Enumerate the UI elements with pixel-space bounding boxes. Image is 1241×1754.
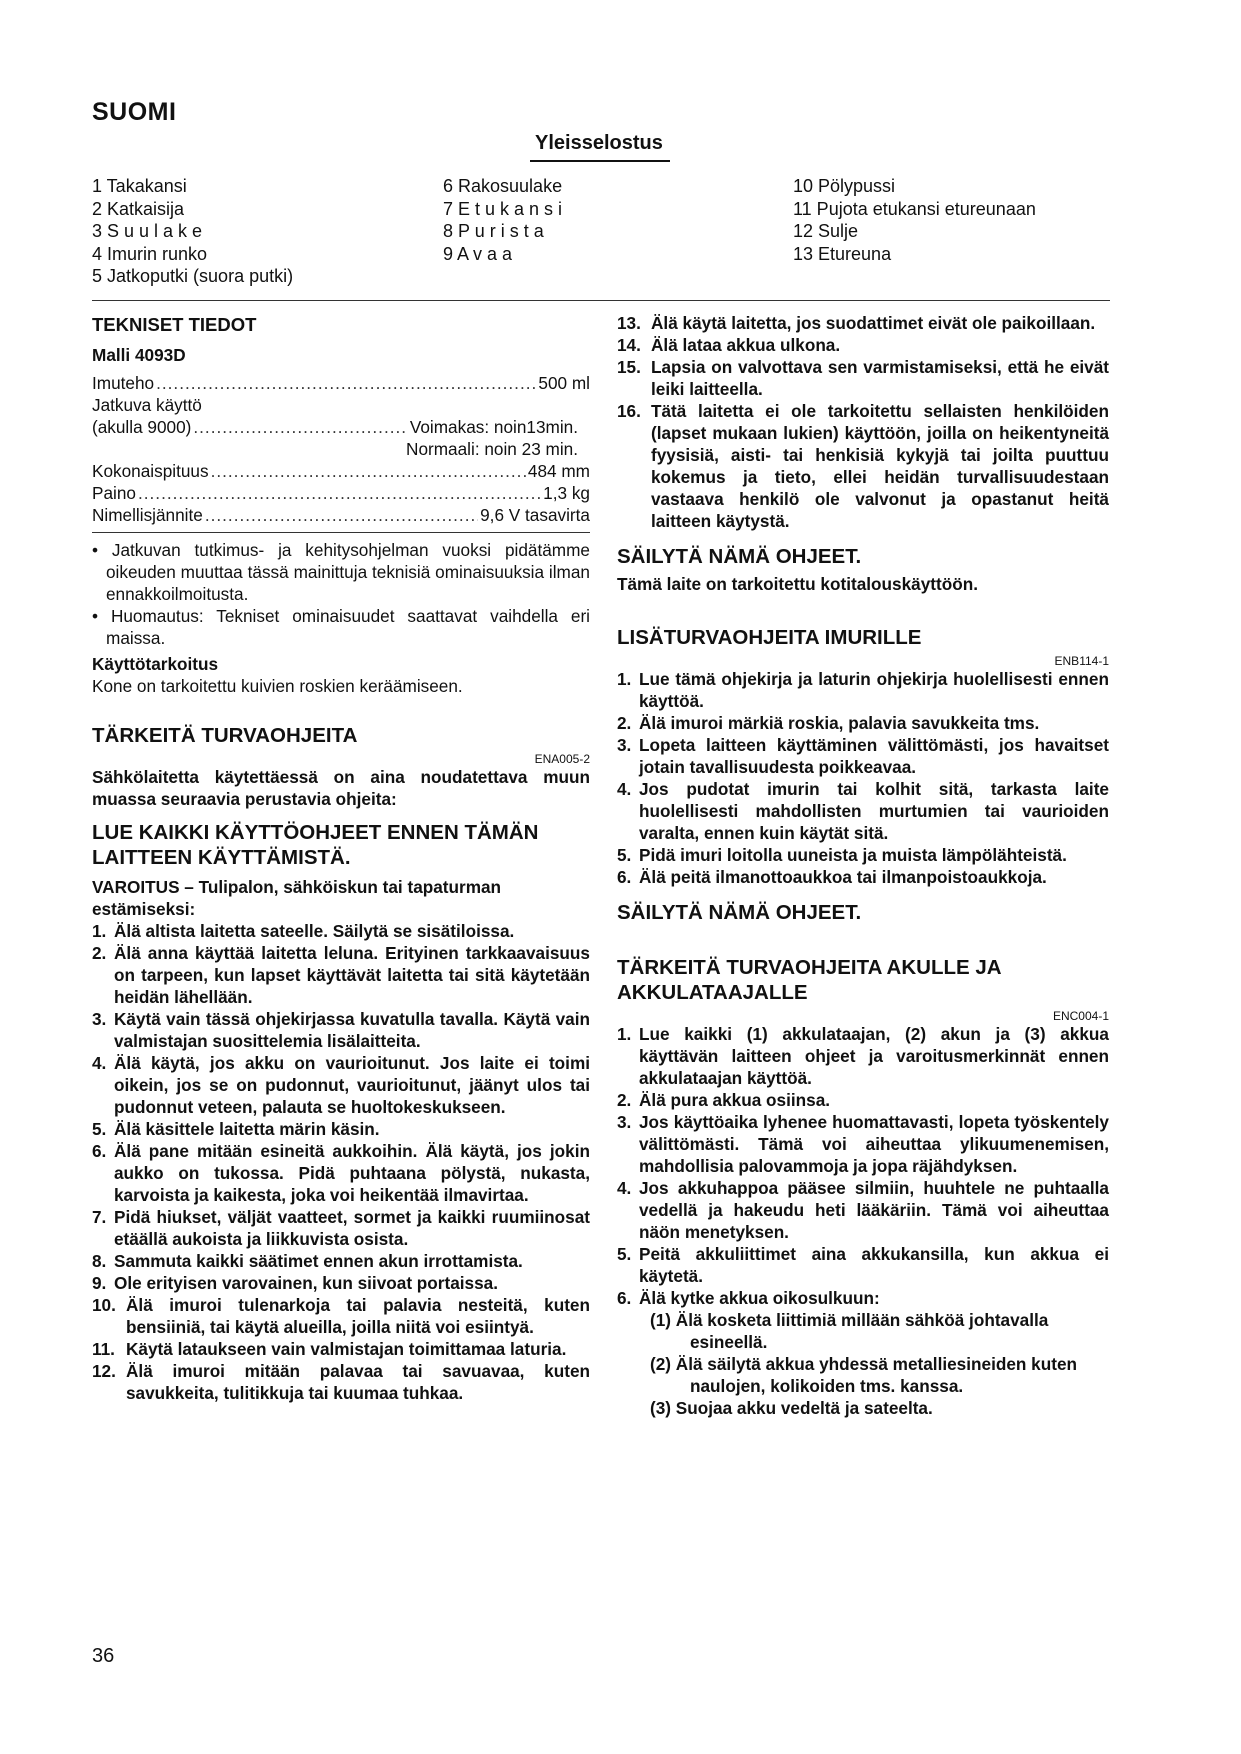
spec-value: 9,6 V tasavirta — [480, 505, 590, 525]
part-item: 12 Sulje — [793, 221, 859, 241]
parts-column-1 — [92, 175, 293, 288]
list-item: 3. Lopeta laitteen käyttäminen välittömästi, jos havaitset jotain tavallisuudesta poikkeavaa. — [617, 735, 1109, 777]
spec-normal-value: Normaali: noin 23 min. — [406, 439, 578, 459]
spec-row-suction — [92, 372, 590, 394]
part-item: 5 Jatkoputki (suora putki) — [92, 266, 294, 286]
list-item: 12. Älä imuroi mitään palavaa tai savuavaa, kuten savukkeita, tulitikkuja tai kuumaa tuhkaa. — [92, 1361, 590, 1403]
spec-note: • Huomautus: Tekniset ominaisuudet saattavat vaihdella eri maissa. — [92, 606, 590, 648]
battery-heading: TÄRKEITÄ TURVAOHJEITA AKULLE JA AKKULATAAJALLE — [617, 956, 1001, 1004]
list-item: 1. Lue kaikki (1) akkulataajan, (2) akun ja (3) akkua käyttävän laitteen ohjeet ja varoitusmerkinnät ennen akkulataajan käyttöä. — [617, 1024, 1109, 1088]
page-number: 36 — [92, 1645, 115, 1667]
battery-sublist — [617, 1309, 1109, 1419]
sub-item: (1) Älä kosketa liittimiä millään sähköä johtavalla esineellä. — [650, 1310, 1049, 1352]
sub-item: (2) Älä säilytä akkua yhdessä metalliesineiden kuten naulojen, kolikoiden tms. kanssa. — [650, 1354, 1078, 1396]
spec-label: Kokonaispituus — [92, 461, 209, 481]
list-item: 3. Käytä vain tässä ohjekirjassa kuvatulla tavalla. Käytä vain valmistajan suosittelemia lisälaitteita. — [92, 1009, 590, 1051]
safety-code: ENA005-2 — [534, 752, 590, 766]
part-item: 2 Katkaisija — [92, 198, 185, 219]
list-item: 4. Älä käytä, jos akku on vaurioitunut. Jos laite ei toimi oikein, jos se on pudonnut, vaurioitunut, jäänyt ulos tai pudonnut veteen, palauta se huoltokeskukseen. — [92, 1053, 590, 1117]
read-all-heading: LUE KAIKKI KÄYTTÖOHJEET ENNEN TÄMÄN LAITTEEN KÄYTTÄMISTÄ. — [92, 821, 539, 869]
battery-list — [617, 1023, 1109, 1309]
spec-note: • Jatkuvan tutkimus- ja kehitysohjelman vuoksi pidätämme oikeuden muuttaa tässä mainittuja teknisiä ominaisuuksia ilman ennakkoilmoitusta. — [92, 540, 590, 604]
part-item: 13 Etureuna — [793, 243, 892, 264]
spec-row-length — [92, 460, 590, 482]
spec-value: 500 ml — [538, 373, 590, 393]
list-item: 2. Älä imuroi märkiä roskia, palavia savukkeita tms. — [617, 713, 1040, 733]
part-item: 11 Pujota etukansi etureunaan — [793, 198, 1036, 219]
safety-intro: Sähkölaitetta käytettäessä on aina noudatettava muun muassa seuraavia perustavia ohjeita: — [92, 767, 590, 809]
list-item: 1. Lue tämä ohjekirja ja laturin ohjekirja huolellisesti ennen käyttöä. — [617, 669, 1109, 711]
spec-label: Paino — [92, 483, 136, 503]
list-item: 10. Älä imuroi tulenarkoja tai palavia nesteitä, kuten bensiiniä, tai käytä alueilla, joilla niitä voi esiintyä. — [92, 1295, 590, 1337]
overview-underline — [530, 160, 670, 162]
spec-row-battery — [92, 416, 590, 438]
battery-code: ENC004-1 — [1052, 1009, 1109, 1023]
list-item: 6. Älä peitä ilmanottoaukkoa tai ilmanpoistoaukkoja. — [617, 867, 1047, 887]
specs-heading: TEKNISET TIEDOT — [92, 314, 257, 335]
warning-text: VAROITUS – Tulipalon, sähköiskun tai tapaturman estämiseksi: — [92, 877, 502, 919]
list-item: 5. Älä käsittele laitetta märin käsin. — [92, 1119, 380, 1139]
part-item: 7 E t u k a n s i — [443, 198, 563, 219]
save-instructions-heading: SÄILYTÄ NÄMÄ OHJEET. — [617, 545, 862, 568]
list-item: 9. Ole erityisen varovainen, kun siivoat portaissa. — [92, 1273, 499, 1293]
intended-use-heading: Käyttötarkoitus — [92, 654, 219, 674]
spec-row-weight — [92, 482, 590, 504]
part-item: 3 S u u l a k e — [92, 221, 203, 241]
part-item: 10 Pölypussi — [793, 176, 896, 196]
spec-label: (akulla 9000) — [92, 417, 192, 437]
list-item: 5. Peitä akkuliittimet aina akkukansilla, kun akkua ei käytetä. — [617, 1244, 1109, 1286]
list-item: 3. Jos käyttöaika lyhenee huomattavasti, lopeta työskentely välittömästi. Tämä voi aiheuttaa ylikuumenemisen, mahdollisia palovammoja ja jopa räjähdyksen. — [617, 1112, 1109, 1176]
list-item: 11. Käytä lataukseen vain valmistajan toimittamaa laturia. — [92, 1339, 567, 1359]
spec-continuous-label: Jatkuva käyttö — [92, 395, 202, 415]
list-item: 4. Jos pudotat imurin tai kolhit sitä, tarkasta laite huolellisesti mahdollisten murtumien tai vaurioiden varalta, ennen kuin käytät sitä. — [617, 779, 1109, 843]
spec-value: 484 mm — [527, 461, 590, 481]
list-item: 15. Lapsia on valvottava sen varmistamiseksi, että he eivät leiki laitteella. — [617, 357, 1109, 399]
list-item: 2. Älä pura akkua osiinsa. — [617, 1090, 831, 1110]
intended-use-text: Kone on tarkoitettu kuivien roskien keräämiseen. — [92, 676, 463, 696]
safety-list — [92, 920, 590, 1404]
part-item: 4 Imurin runko — [92, 243, 208, 264]
part-item: 6 Rakosuulake — [443, 176, 563, 196]
list-item: 8. Sammuta kaikki säätimet ennen akun irrottamista. — [92, 1251, 523, 1271]
part-item: 9 A v a a — [443, 243, 513, 264]
save-instructions-heading-2: SÄILYTÄ NÄMÄ OHJEET. — [617, 901, 862, 924]
parts-column-3 — [793, 175, 1036, 265]
list-item: 2. Älä anna käyttää laitetta leluna. Erityinen tarkkaavaisuus on tarpeen, kun lapset käyttävät laitetta tai sitä käytetään heidän lähellään. — [92, 943, 590, 1007]
safety-heading: TÄRKEITÄ TURVAOHJEITA — [92, 724, 358, 747]
list-item: 4. Jos akkuhappoa pääsee silmiin, huuhtele ne puhtaalla vedellä ja hakeudu heti lääkäriin. Tämä voi aiheuttaa näön menetyksen. — [617, 1178, 1109, 1242]
left-column — [92, 312, 590, 1404]
part-item: 8 P u r i s t a — [443, 221, 544, 241]
sub-item: (3) Suojaa akku vedeltä ja sateelta. — [650, 1398, 933, 1418]
language-heading: SUOMI — [92, 98, 177, 126]
model-label: Malli 4093D — [92, 345, 186, 365]
specs-divider — [92, 532, 590, 533]
section-divider — [92, 300, 1110, 301]
spec-label: Imuteho — [92, 373, 155, 393]
parts-column-2 — [443, 175, 562, 265]
list-item: 6. Älä pane mitään esineitä aukkoihin. Älä käytä, jos jokin aukko on tukossa. Pidä puhtaana pölystä, nukasta, karvoista ja kaikesta, joka voi heikentää ilmavirtaa. — [92, 1141, 590, 1205]
list-item: 14. Älä lataa akkua ulkona. — [617, 335, 841, 355]
list-item: 1. Älä altista laitetta sateelle. Säilytä se sisätiloissa. — [92, 921, 515, 941]
household-text: Tämä laite on tarkoitettu kotitalouskäyttöön. — [617, 574, 978, 594]
spec-label: Nimellisjännite — [92, 505, 203, 525]
right-column — [617, 312, 1109, 1419]
list-item: 16. Tätä laitetta ei ole tarkoitettu sellaisten henkilöiden (lapset mukaan lukien) käyttöön, joilla on heikentyneitä fyysisiä, aisti- tai henkisiä kykyjä tai joilta puuttuu kokemus ja tieto, ellei heidän turvallisuudestaan vastaava henkilö ole valvonut ja opastanut heitä laitteen käytystä. — [617, 401, 1109, 531]
vacuum-list — [617, 668, 1109, 888]
overview-title: Yleisselostus — [535, 132, 663, 154]
list-item: 6. Älä kytke akkua oikosulkuun: — [617, 1288, 880, 1308]
part-item: 1 Takakansi — [92, 176, 187, 196]
list-item: 13. Älä käytä laitetta, jos suodattimet eivät ole paikoillaan. — [617, 313, 1096, 333]
spec-value: Voimakas: noin13min. — [409, 417, 578, 437]
spec-row-voltage — [92, 504, 590, 526]
vacuum-heading: LISÄTURVAOHJEITA IMURILLE — [617, 626, 922, 649]
list-item: 7. Pidä hiukset, väljät vaatteet, sormet ja kaikki ruumiinosat etäällä aukoista ja liikkuvista osista. — [92, 1207, 590, 1249]
vacuum-code: ENB114-1 — [1054, 654, 1109, 668]
safety-list-continued — [617, 312, 1109, 532]
list-item: 5. Pidä imuri loitolla uuneista ja muista lämpölähteistä. — [617, 845, 1067, 865]
spec-value: 1,3 kg — [543, 483, 590, 503]
